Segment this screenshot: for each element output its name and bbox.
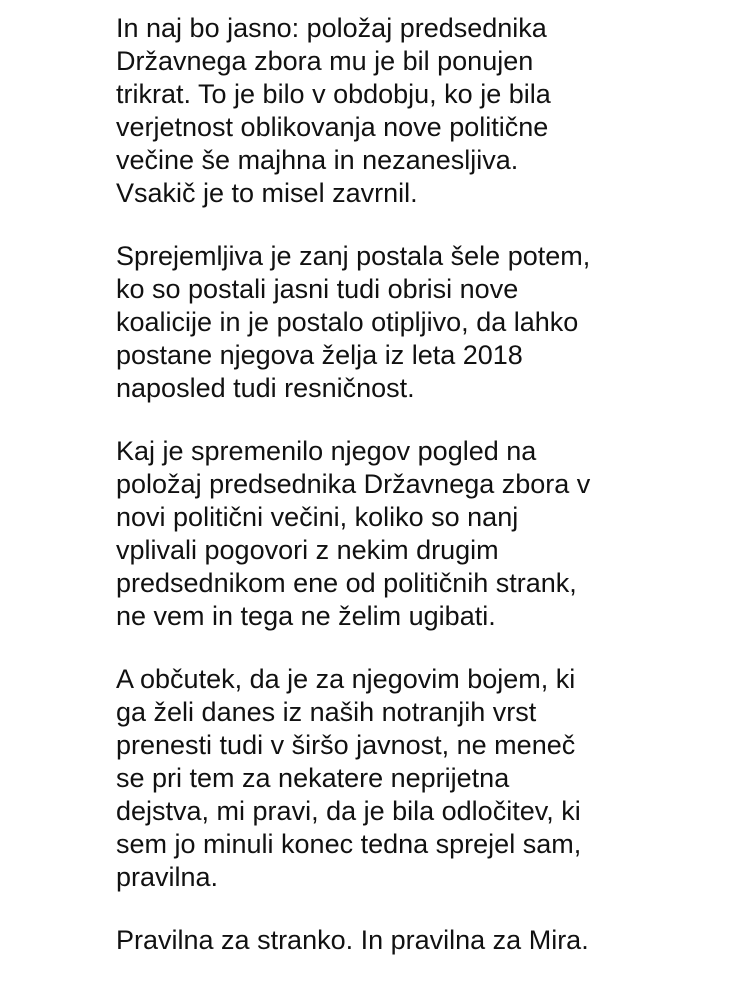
- text-line: koalicije in je postalo otipljivo, da lahko: [116, 307, 579, 337]
- text-line: položaj predsednika Državnega zbora v: [116, 469, 591, 499]
- text-line: ne vem in tega ne želim ugibati.: [116, 601, 496, 631]
- text-line: Državnega zbora mu je bil ponujen: [116, 46, 534, 76]
- paragraph-1: [116, 12, 716, 210]
- text-line: In naj bo jasno: položaj predsednika: [116, 13, 547, 43]
- paragraph-4: [116, 663, 716, 894]
- text-line: novi politični večini, koliko so nanj: [116, 502, 519, 532]
- article-body: [116, 12, 716, 987]
- text-line: Kaj je spremenilo njegov pogled na: [116, 436, 537, 466]
- paragraph-3: [116, 435, 716, 633]
- paragraph-2: [116, 240, 716, 405]
- text-line: dejstva, mi pravi, da je bila odločitev, ki: [116, 796, 581, 826]
- text-line: prenesti tudi v širšo javnost, ne meneč: [116, 730, 576, 760]
- text-line: verjetnost oblikovanja nove politične: [116, 112, 549, 142]
- text-line: trikrat. To je bilo v obdobju, ko je bila: [116, 79, 551, 109]
- text-line: postane njegova želja iz leta 2018: [116, 340, 523, 370]
- text-line: naposled tudi resničnost.: [116, 373, 415, 403]
- text-line: predsednikom ene od političnih strank,: [116, 568, 577, 598]
- text-line: Pravilna za stranko. In pravilna za Mira.: [116, 925, 589, 955]
- text-line: večine še majhna in nezanesljiva.: [116, 145, 519, 175]
- text-line: Sprejemljiva je zanj postala šele potem,: [116, 241, 591, 271]
- text-line: ga želi danes iz naših notranjih vrst: [116, 697, 537, 727]
- text-line: A občutek, da je za njegovim bojem, ki: [116, 664, 576, 694]
- text-line: sem jo minuli konec tedna sprejel sam,: [116, 829, 582, 859]
- paragraph-5: [116, 924, 716, 957]
- text-line: pravilna.: [116, 862, 219, 892]
- text-line: vplivali pogovori z nekim drugim: [116, 535, 499, 565]
- text-line: ko so postali jasni tudi obrisi nove: [116, 274, 519, 304]
- text-line: Vsakič je to misel zavrnil.: [116, 178, 418, 208]
- text-line: se pri tem za nekatere neprijetna: [116, 763, 510, 793]
